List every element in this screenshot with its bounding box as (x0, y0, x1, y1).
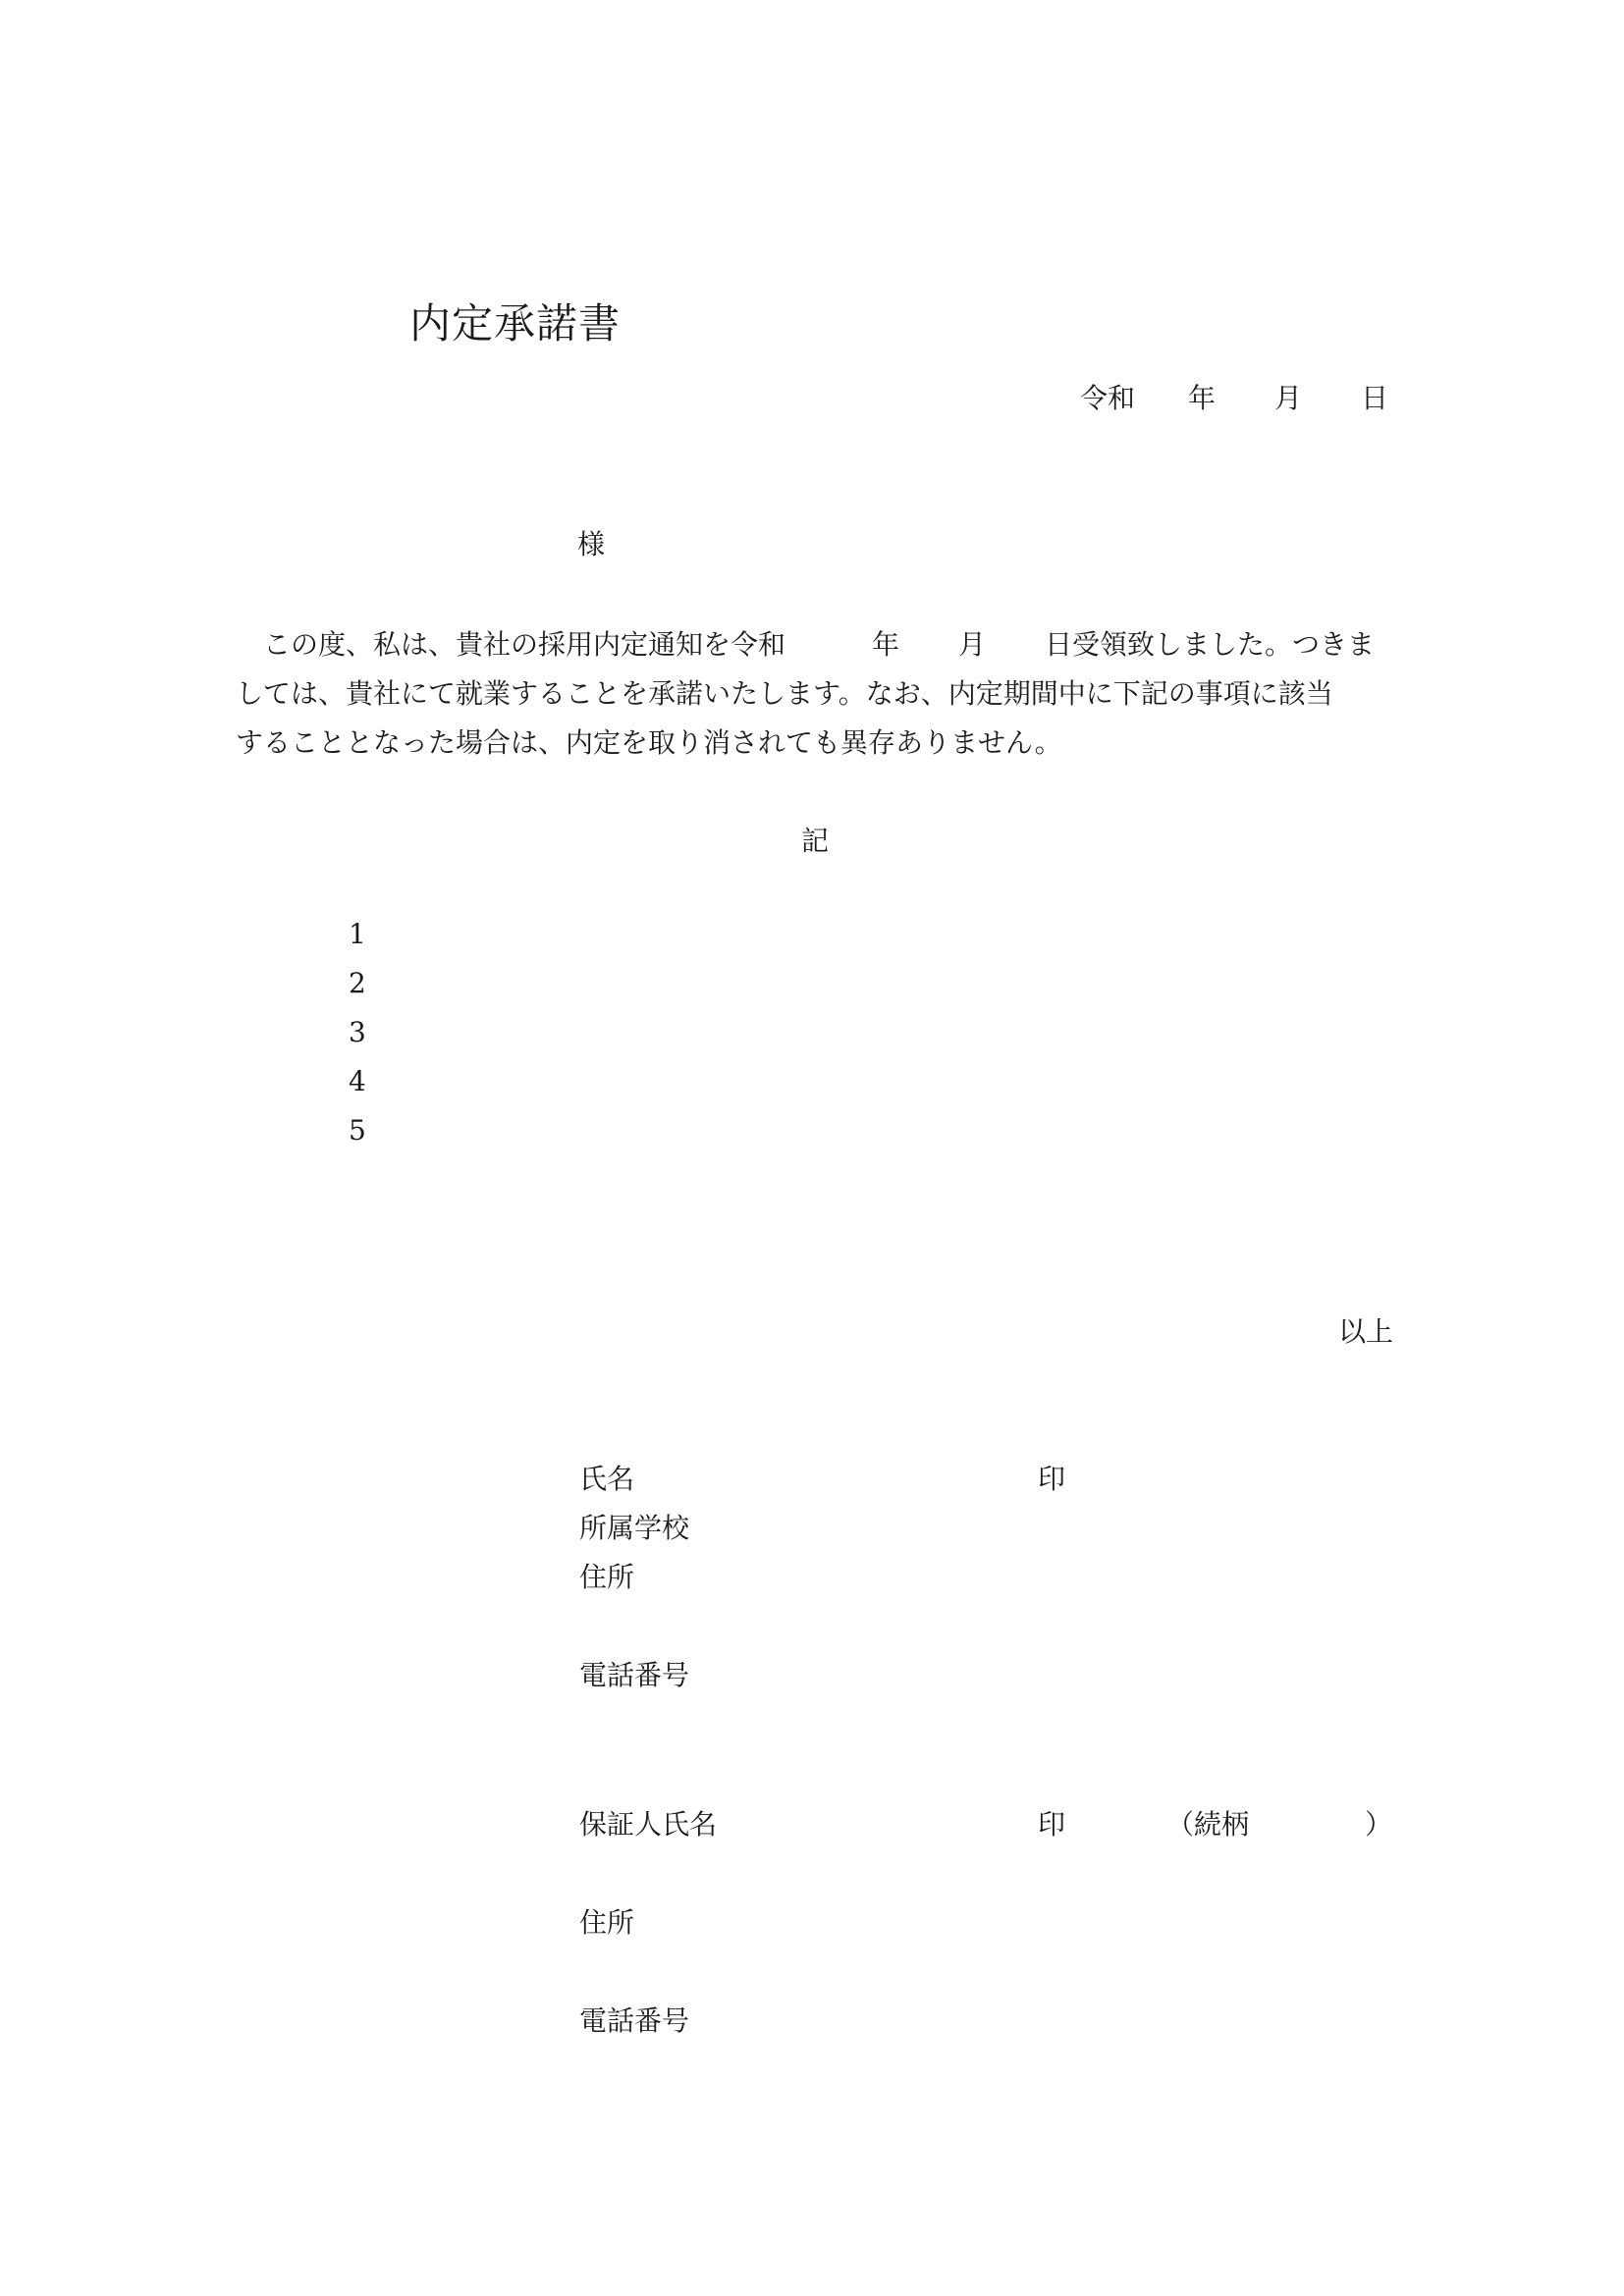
body-line-1-part2: 日受領致しました。つきま (1045, 628, 1376, 661)
guarantor-relation-close: ） (1365, 1808, 1393, 1841)
list-item: 5 (349, 1114, 366, 1147)
applicant-phone-label: 電話番号 (579, 1659, 690, 1691)
closing-ijou: 以上 (1338, 1315, 1394, 1348)
body-line-2: しては、貴社にて就業することを承諾いたします。なお、内定期間中に下記の事項に該当 (236, 677, 1333, 710)
applicant-address-label: 住所 (579, 1561, 635, 1593)
list-item: 2 (349, 967, 366, 999)
body-line-1-part1: この度、私は、貴社の採用内定通知を令和 (263, 628, 786, 661)
date-day-unit: 日 (1361, 382, 1389, 414)
body-line-1-year: 年 (872, 628, 900, 661)
list-item: 3 (349, 1016, 366, 1048)
guarantor-seal-mark: 印 (1038, 1808, 1066, 1841)
list-item: 1 (349, 918, 366, 950)
guarantor-phone-label: 電話番号 (579, 2004, 690, 2037)
document-title: 内定承諾書 (409, 299, 622, 347)
item-list (349, 918, 366, 1163)
guarantor-name-label: 保証人氏名 (579, 1808, 718, 1841)
guarantor-address-label: 住所 (579, 1906, 635, 1939)
date-era: 令和 (1080, 382, 1136, 414)
addressee-suffix: 様 (577, 528, 606, 561)
guarantor-relation-open: （続柄 (1166, 1808, 1250, 1841)
applicant-school-label: 所属学校 (579, 1512, 690, 1544)
body-line-1 (236, 620, 1394, 669)
body-line-1-month: 月 (958, 628, 987, 661)
date-year-unit: 年 (1188, 382, 1217, 414)
body-paragraph (236, 620, 1394, 768)
applicant-seal-mark: 印 (1038, 1463, 1066, 1495)
list-item: 4 (349, 1065, 366, 1097)
date-month-unit: 月 (1274, 382, 1303, 414)
ki-heading: 記 (801, 825, 830, 857)
body-line-3: することとなった場合は、内定を取り消されても異存ありません。 (236, 726, 1062, 759)
applicant-name-label: 氏名 (579, 1463, 635, 1495)
